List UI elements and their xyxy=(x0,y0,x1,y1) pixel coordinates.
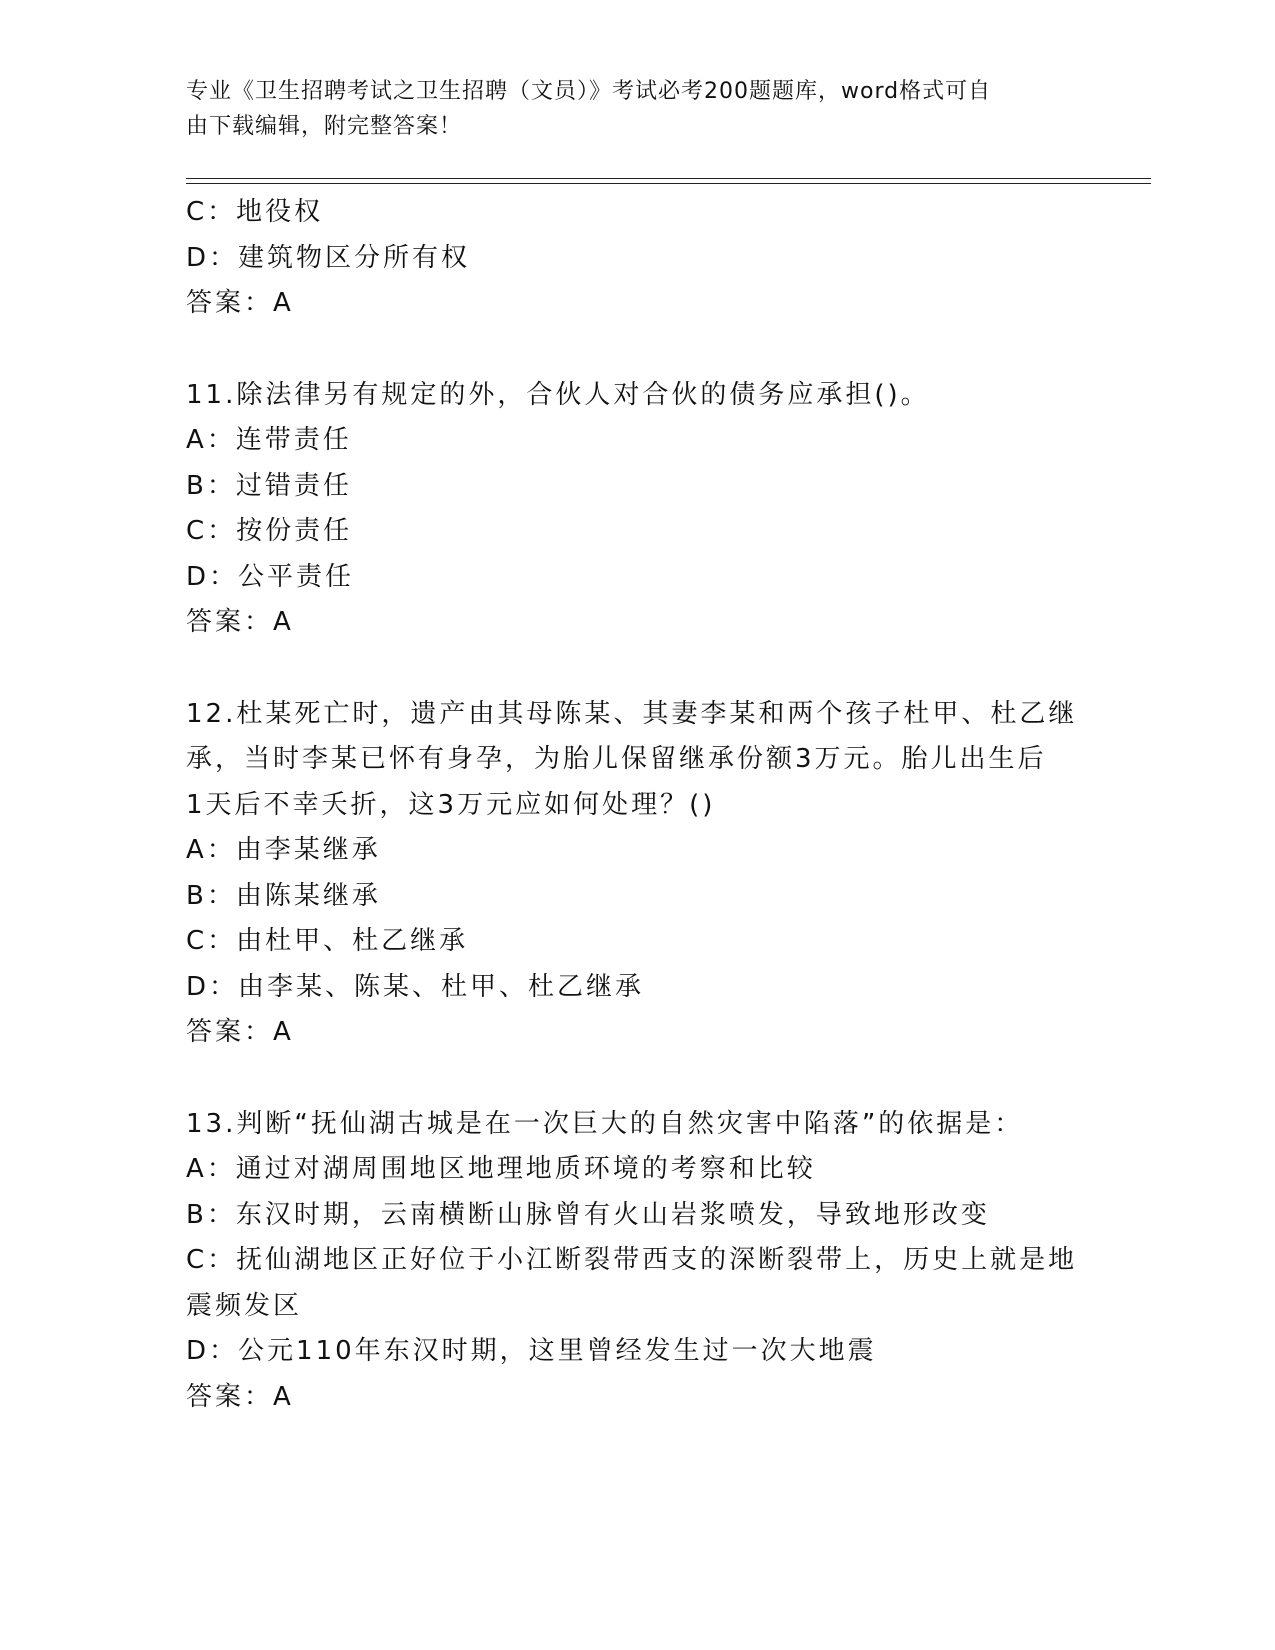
q13-option-c-line-1: C：抚仙湖地区正好位于小江断裂带西支的深断裂带上，历史上就是地 xyxy=(186,1245,1078,1275)
document-body xyxy=(186,190,1086,1420)
q11-option-c: C：按份责任 xyxy=(186,516,353,546)
q11-option-b: B：过错责任 xyxy=(186,470,352,501)
q11-answer: 答案：A xyxy=(186,607,294,637)
q12-option-c: C：由杜甲、杜乙继承 xyxy=(186,926,469,956)
option-d: D：建筑物区分所有权 xyxy=(186,242,471,273)
header-divider-top xyxy=(186,178,1151,179)
answer: 答案：A xyxy=(186,288,294,318)
spacer xyxy=(186,1056,1086,1102)
q11-option-d: D：公平责任 xyxy=(186,561,355,592)
header-line-2: 由下载编辑，附完整答案！ xyxy=(186,114,463,139)
question-12-line-3: 1天后不幸夭折，这3万元应如何处理？() xyxy=(186,789,716,820)
spacer xyxy=(186,646,1086,692)
q13-option-b: B：东汉时期，云南横断山脉曾有火山岩浆喷发，导致地形改变 xyxy=(186,1199,990,1230)
q13-option-a: A：通过对湖周围地区地理地质环境的考察和比较 xyxy=(186,1154,816,1184)
question-13: 13.判断“抚仙湖古城是在一次巨大的自然灾害中陷落”的依据是： xyxy=(186,1108,1024,1139)
document-header xyxy=(186,74,1066,144)
q11-option-a: A：连带责任 xyxy=(186,425,352,455)
q12-option-b: B：由陈某继承 xyxy=(186,880,381,911)
q13-option-c-line-2: 震频发区 xyxy=(186,1290,303,1321)
question-12-line-1: 12.杜某死亡时，遗产由其母陈某、其妻李某和两个孩子杜甲、杜乙继 xyxy=(186,698,1078,729)
option-c: C：地役权 xyxy=(186,197,324,227)
q13-option-d: D：公元110年东汉时期，这里曾经发生过一次大地震 xyxy=(186,1336,877,1366)
spacer xyxy=(186,327,1086,373)
header-divider-bottom xyxy=(186,183,1151,184)
q12-option-a: A：由李某继承 xyxy=(186,835,381,865)
question-11: 11.除法律另有规定的外，合伙人对合伙的债务应承担()。 xyxy=(186,379,930,410)
q13-answer: 答案：A xyxy=(186,1381,294,1412)
q12-option-d: D：由李某、陈某、杜甲、杜乙继承 xyxy=(186,971,645,1002)
header-line-1: 专业《卫生招聘考试之卫生招聘（文员）》考试必考200题题库，word格式可自 xyxy=(186,79,992,104)
question-12-line-2: 承，当时李某已怀有身孕，为胎儿保留继承份额3万元。胎儿出生后 xyxy=(186,744,1047,774)
q12-answer: 答案：A xyxy=(186,1017,294,1047)
